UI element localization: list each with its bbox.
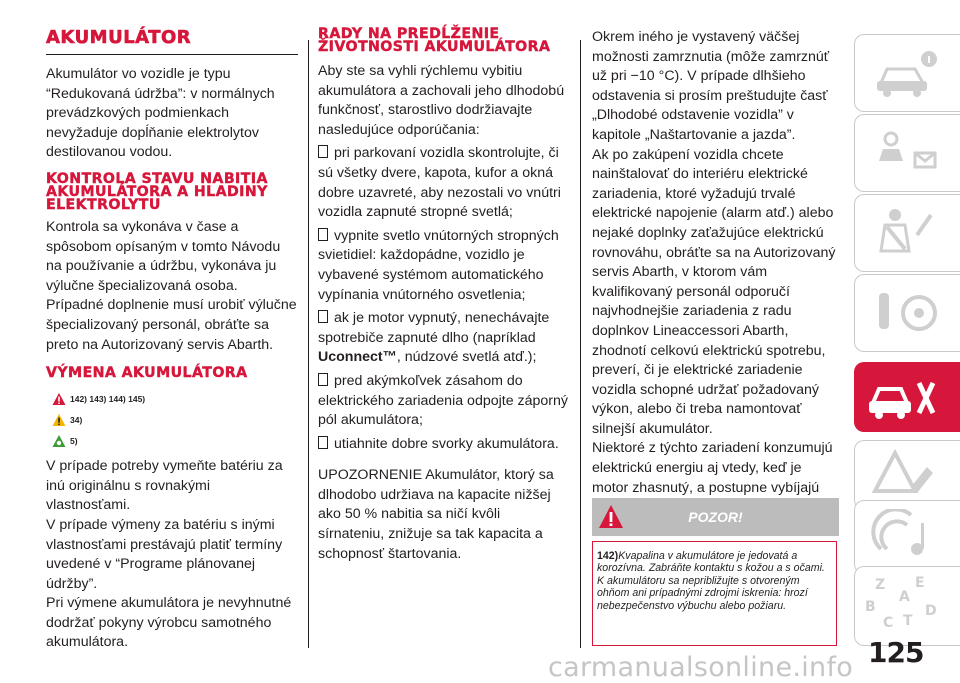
list-item-3-text: ak je motor vypnutý, nenechávajte spotrebiče zapnuté dlho (napríklad bbox=[318, 310, 550, 346]
tab-car-info[interactable] bbox=[854, 34, 960, 112]
tab-maintenance[interactable] bbox=[854, 362, 960, 432]
warning-ref: 142) bbox=[597, 550, 619, 562]
paragraph-upozornenie: UPOZORNENIE Akumulátor, ktorý sa dlhodobo udržiava na kapacite nižšej ako 50 % nabitia sa ničí kvôli sírnateniu, znižuje sa tak kapacita a schopnosť štartovania. bbox=[318, 467, 554, 562]
checkbox-bullet-icon bbox=[318, 310, 328, 323]
column-1 bbox=[46, 28, 298, 653]
warning-ref-danger bbox=[52, 388, 298, 409]
page-number: 125 bbox=[868, 636, 924, 669]
list-item-2 bbox=[318, 227, 568, 305]
paragraph-intro: Akumulátor vo vozidle je typu “Redukovaná údržba”: v normálnych prevádzkových podmienkach nevyžaduje dopĺňanie elektrolytov destilovanou vodou. bbox=[46, 66, 275, 161]
uconnect-label: Uconnect™ bbox=[318, 349, 397, 366]
car-info-icon bbox=[871, 45, 941, 101]
paragraph-rady-intro: Aby ste sa vyhli rýchlemu vybitiu akumulátora a zachovali jeho dlhodobú funkčnosť, starostlivo dodržiavajte nasledujúce odporúčania: bbox=[318, 63, 565, 138]
heading-vymena: VÝMENA AKUMULÁTORA bbox=[46, 365, 248, 382]
warning-text bbox=[597, 550, 832, 612]
tab-dashboard-lights[interactable] bbox=[854, 114, 960, 192]
maintenance-icon bbox=[867, 373, 939, 423]
paragraph-col3-3: Niektoré z týchto zariadení konzumujú elektrickú energiu aj vtedy, keď je motor zhasnutý, a postupne vybíjajú bbox=[592, 440, 833, 496]
index-letter: T bbox=[903, 613, 913, 629]
dashboard-lights-icon bbox=[871, 125, 941, 181]
index-letter: E bbox=[915, 575, 925, 591]
warning-triangle-icon bbox=[871, 447, 941, 503]
column-3 bbox=[592, 28, 840, 518]
tab-media[interactable] bbox=[854, 500, 960, 574]
media-icon bbox=[871, 509, 941, 565]
caution-triangle-icon bbox=[52, 413, 66, 427]
watermark: carmanualsonline.info bbox=[548, 652, 854, 683]
index-letter: D bbox=[925, 603, 937, 619]
list-item-4 bbox=[318, 372, 568, 431]
index-icon bbox=[863, 571, 943, 641]
warning-ref-caution bbox=[52, 409, 298, 430]
tab-index[interactable] bbox=[854, 566, 960, 646]
heading-rady: RADY NA PREDĹŽENIE ŽIVOTNOSTI AKUMULÁTORA bbox=[318, 26, 551, 55]
warning-text-content: Kvapalina v akumulátore je jedovatá a korozívna. Zabráňte kontaktu s kožou a s očami. K akumulátoru sa nepribližujte s otvoreným ohňom ani prípadnými zdrojmi iskrenia: hrozí nebezpečenstvo výbuchu alebo požiaru. bbox=[597, 550, 825, 612]
paragraph-vymena-2: V prípade výmeny za batériu s inými vlastnosťami prestávajú platiť termíny uvedené v “Programe plánovanej údržby”. bbox=[46, 516, 283, 592]
list-item-1 bbox=[318, 144, 568, 222]
warning-header bbox=[592, 498, 839, 536]
list-item-4-text: pred akýmkoľvek zásahom do elektrického zariadenia odpojte záporný pól akumulátora; bbox=[318, 372, 569, 429]
paragraph-kontrola: Kontrola sa vykonáva v čase a spôsobom opísaným v tomto Návodu na používanie a údržbu, vykonáva ju výlučne špecializovaná osoba. Prípadné doplnenie musí urobiť výlučne špecializovaný personál, obráťte sa preto na Autorizovaný servis Abarth. bbox=[46, 218, 297, 353]
warning-refs-2: 34) bbox=[70, 414, 83, 425]
environment-triangle-icon bbox=[52, 434, 66, 448]
warning-ref-environment bbox=[52, 430, 298, 451]
heading-kontrola: KONTROLA STAVU NABITIA AKUMULÁTORA A HLADINY ELEKTROLYTU bbox=[46, 170, 268, 213]
list-item-2-text: vypnite svetlo vnútorných stropných svietidiel: každopádne, vozidlo je vybavené systémom automatického vypínania vnútorného osvetlenia; bbox=[318, 227, 559, 303]
paragraph-col3-2: Ak po zakúpení vozidla chcete nainštalovať do interiéru elektrické zariadenia, ktoré vyžadujú trvalé elektrické napojenie (alarm atď.) alebo nejaké doplnky zaťažujúce elektrickú rovnováhu, obráťte sa na Autorizovaný servis Abarth, v ktorom vám kvalifikovaný personál odporučí najvhodnejšie zariadenia z radu doplnkov Lineaccessori Abarth, zhodnotí celkovú elektrickú spotrebu, preverí, či je elektrické zariadenie vozidla schopné udržať požadovaný výkon, alebo či treba namontovať silnejší akumulátor. bbox=[592, 146, 836, 437]
warning-refs-1: 142) 143) 144) 145) bbox=[70, 393, 146, 404]
column-2 bbox=[318, 28, 568, 564]
danger-triangle-icon bbox=[598, 504, 624, 530]
safety-icon bbox=[871, 205, 941, 261]
list-item-1-text: pri parkovaní vozidla skontrolujte, či sú všetky dvere, kapota, kufor a okná dobre uzavreté, aby nezostali vo vnútri vozidla zapnuté stropné svetlá; bbox=[318, 145, 561, 221]
warning-refs-3: 5) bbox=[70, 435, 78, 446]
list-item-5 bbox=[318, 435, 568, 455]
paragraph-col3-1: Okrem iného je vystavený väčšej možnosti zamrznutia (môže zamrznúť už pri −10 °C). V prípade dlhšieho odstavenia si prosím preštudujte časť „Dlhodobé odstavenie vozidla” v kapitole „Naštartovanie a jazda”. bbox=[592, 29, 830, 143]
index-letter: B bbox=[865, 599, 876, 615]
warning-title: POZOR! bbox=[688, 509, 743, 525]
danger-triangle-icon bbox=[52, 392, 66, 406]
list-item-5-text: utiahnite dobre svorky akumulátora. bbox=[334, 435, 559, 452]
paragraph-vymena-1: V prípade potreby vymeňte batériu za inú originálnu s rovnakými vlastnosťami. bbox=[46, 458, 283, 514]
warning-body bbox=[592, 541, 837, 646]
tab-key-steering[interactable] bbox=[854, 274, 960, 352]
index-letter: C bbox=[883, 615, 894, 631]
section-title-akumulator: AKUMULÁTOR bbox=[46, 28, 298, 55]
index-letter: A bbox=[899, 589, 910, 605]
checkbox-bullet-icon bbox=[318, 228, 328, 241]
tab-safety[interactable] bbox=[854, 194, 960, 272]
column-divider-1 bbox=[308, 40, 309, 648]
checkbox-bullet-icon bbox=[318, 145, 328, 158]
key-steering-icon bbox=[871, 285, 941, 341]
index-letter: Z bbox=[875, 577, 886, 593]
list-item-3 bbox=[318, 309, 568, 368]
checkbox-bullet-icon bbox=[318, 436, 328, 449]
list-item-3-text-end: , núdzové svetlá atď.); bbox=[396, 349, 537, 366]
paragraph-vymena-3: Pri výmene akumulátora je nevyhnutné dodržať pokyny výrobcu samotného akumulátora. bbox=[46, 595, 292, 651]
checkbox-bullet-icon bbox=[318, 373, 328, 386]
column-divider-2 bbox=[580, 40, 581, 648]
